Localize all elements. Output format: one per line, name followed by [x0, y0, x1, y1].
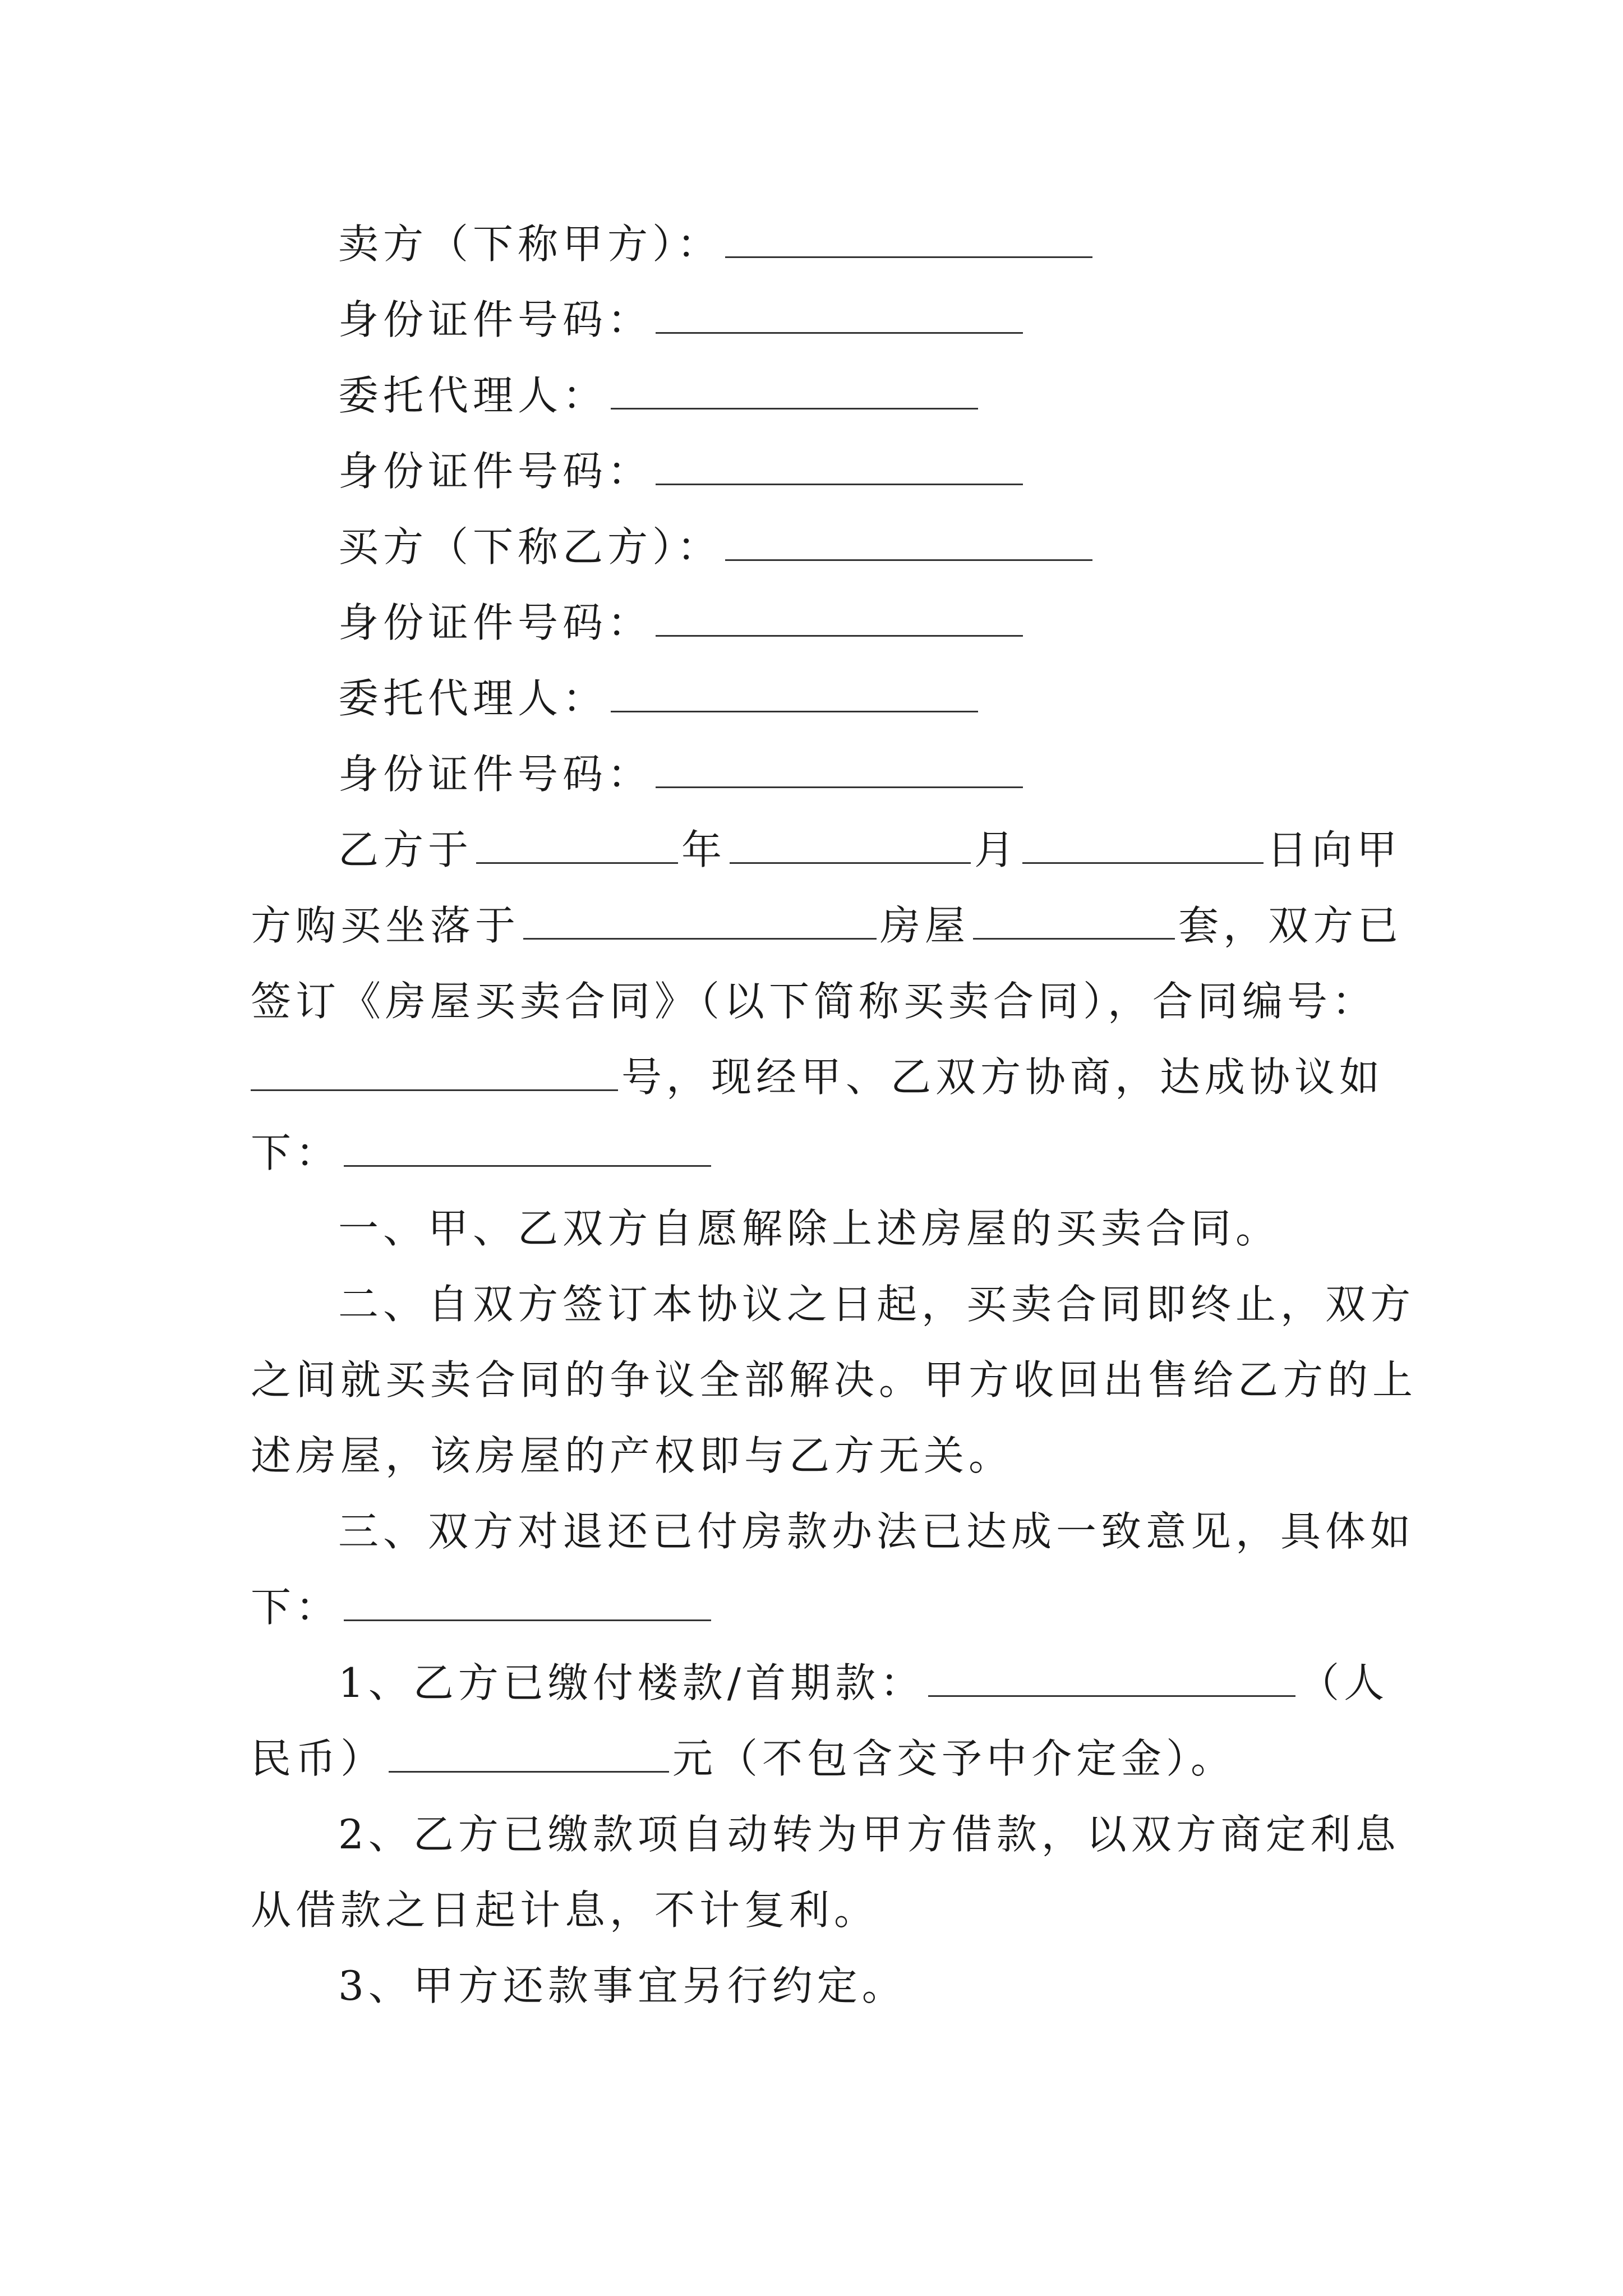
item-text: （人 — [1299, 1659, 1389, 1706]
clause-text: 二、自双方签订本协议之日起，买卖合同即终止，双方 — [338, 1281, 1415, 1328]
seller-line — [338, 216, 1096, 272]
seller-label: 卖方（下称甲方）： — [338, 220, 722, 268]
item-text: 3、甲方还款事宜另行约定。 — [338, 1962, 907, 2009]
item-1-line-1 — [338, 1655, 1389, 1711]
clause-2-line-1 — [338, 1276, 1415, 1332]
buyer-agent-label: 委托代理人： — [338, 675, 608, 722]
clause-2-line-2 — [251, 1352, 1417, 1408]
item-text: 从借款之日起计息，不计复利。 — [251, 1887, 879, 1934]
contract-number-blank[interactable] — [251, 1056, 618, 1091]
buyer-agent-blank[interactable] — [611, 677, 978, 712]
clause-text: 一、甲、乙双方自愿解除上述房屋的买卖合同。 — [338, 1205, 1281, 1252]
buyer-agent-id-label: 身份证件号码： — [338, 751, 653, 798]
intro-line-4 — [251, 1049, 1384, 1105]
intro-text: 月 — [974, 826, 1020, 873]
intro-text: 乙方于 — [338, 826, 473, 873]
buyer-blank[interactable] — [725, 526, 1092, 561]
intro-text: 日向甲 — [1267, 826, 1402, 873]
clause-3-line-2 — [251, 1579, 714, 1635]
buyer-id-label: 身份证件号码： — [338, 599, 653, 646]
buyer-label: 买方（下称乙方）： — [338, 523, 722, 570]
clause-text: 三、双方对退还已付房款办法已达成一致意见，具体如 — [338, 1508, 1415, 1555]
buyer-id-line — [338, 595, 1026, 651]
clause-text: 之间就买卖合同的争议全部解决。甲方收回出售给乙方的上 — [251, 1356, 1418, 1404]
buyer-agent-line — [338, 670, 981, 726]
rmb-amount-blank[interactable] — [389, 1737, 669, 1773]
seller-agent-line — [338, 367, 981, 424]
item-text: 民币） — [251, 1735, 386, 1782]
seller-id-label: 身份证件号码： — [338, 296, 653, 343]
intro-text: 号，现经甲、乙双方协商，达成协议如 — [621, 1053, 1385, 1101]
clause-2-line-3 — [251, 1428, 1013, 1484]
buyer-agent-id-line — [338, 746, 1026, 802]
seller-id-line — [338, 292, 1026, 348]
buyer-id-blank[interactable] — [656, 601, 1023, 637]
intro-text: 年 — [681, 826, 727, 873]
buyer-agent-id-blank[interactable] — [656, 753, 1023, 788]
intro-line-5 — [251, 1125, 714, 1181]
clause-text: 述房屋，该房屋的产权即与乙方无关。 — [251, 1432, 1014, 1479]
clause-3-line-1 — [338, 1503, 1415, 1559]
item-1-line-2 — [251, 1731, 1235, 1787]
seller-agent-id-label: 身份证件号码： — [338, 448, 653, 495]
year-blank[interactable] — [476, 829, 678, 864]
intro-line-2 — [251, 898, 1403, 954]
intro-text: 房屋 — [880, 902, 970, 949]
seller-agent-label: 委托代理人： — [338, 372, 608, 419]
intro-line-3 — [251, 973, 1377, 1029]
item-text: 1、乙方已缴付楼款/首期款： — [338, 1659, 925, 1706]
item-text: 2、乙方已缴款项自动转为甲方借款，以双方商定利息 — [338, 1811, 1400, 1858]
intro-text: 下： — [251, 1129, 341, 1176]
seller-id-blank[interactable] — [656, 298, 1023, 334]
intro-line-1 — [338, 822, 1401, 878]
agreement-blank[interactable] — [344, 1131, 711, 1167]
item-2-line-1 — [338, 1806, 1400, 1862]
intro-text: 签订《房屋买卖合同》（以下简称买卖合同），合同编号： — [251, 978, 1377, 1025]
month-blank[interactable] — [730, 829, 971, 864]
item-3 — [338, 1958, 907, 2014]
seller-agent-id-line — [338, 443, 1026, 499]
seller-agent-id-blank[interactable] — [656, 450, 1023, 485]
intro-text: 套，双方已 — [1178, 902, 1403, 949]
paid-amount-blank[interactable] — [928, 1662, 1295, 1697]
item-text: 元（不包含交予中介定金）。 — [672, 1735, 1236, 1782]
unit-blank[interactable] — [973, 904, 1175, 940]
buyer-line — [338, 519, 1096, 575]
clause-1 — [338, 1200, 1280, 1257]
seller-agent-blank[interactable] — [611, 374, 978, 409]
day-blank[interactable] — [1022, 829, 1264, 864]
clause-text: 下： — [251, 1584, 341, 1631]
seller-blank[interactable] — [725, 223, 1092, 258]
intro-text: 方购买坐落于 — [251, 902, 520, 949]
refund-method-blank[interactable] — [344, 1586, 711, 1621]
item-2-line-2 — [251, 1882, 879, 1938]
location-blank[interactable] — [523, 904, 877, 940]
